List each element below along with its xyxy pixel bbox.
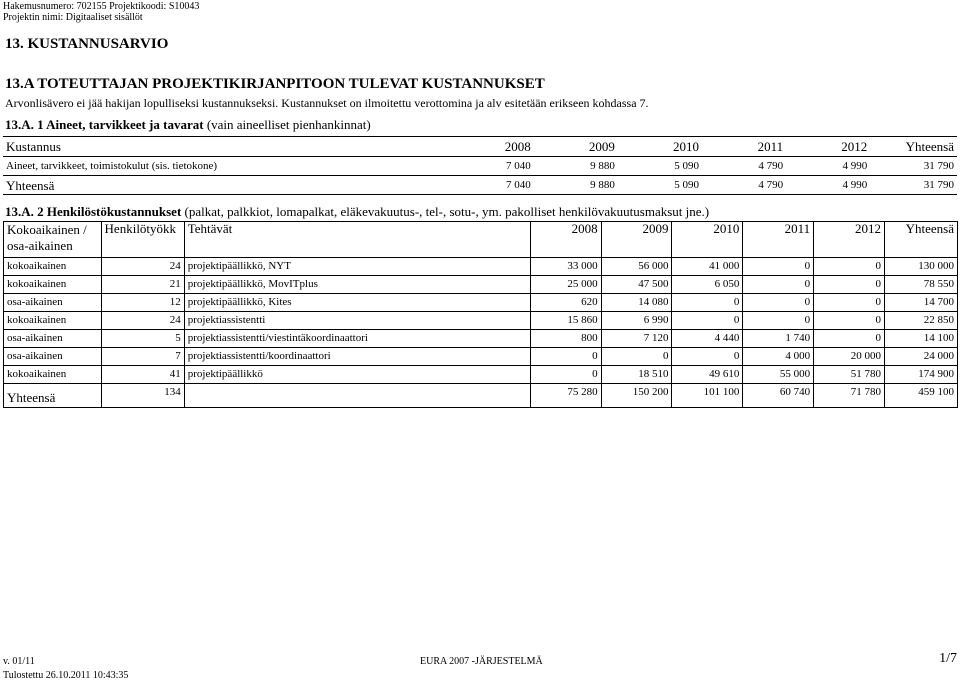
- personnel-title-rest: (palkat, palkkiot, lomapalkat, eläkevakuutus-, tel-, sotu-, ym. pakolliset henkilövakuutusmaksut jne.): [181, 204, 710, 219]
- table-row: [3, 157, 957, 176]
- personnel-cell-employment: osa-aikainen: [4, 330, 102, 348]
- personnel-cell-total: 14 100: [885, 330, 958, 348]
- materials-cell-total: 31 790: [870, 157, 957, 176]
- personnel-cell-2008: 620: [530, 294, 601, 312]
- personnel-cell-tasks: projektiassistentti/koordinaattori: [184, 348, 530, 366]
- materials-total-2008: 7 040: [450, 176, 534, 195]
- materials-table: [3, 136, 957, 195]
- personnel-cell-tasks: projektipäällikkö: [184, 366, 530, 384]
- personnel-cell-tasks: projektipäällikkö, NYT: [184, 258, 530, 276]
- personnel-cell-person-months: 7: [101, 348, 184, 366]
- materials-total-total: 31 790: [870, 176, 957, 195]
- personnel-cell-2012: 0: [814, 330, 885, 348]
- personnel-cell-2010: 49 610: [672, 366, 743, 384]
- personnel-cell-2010: 4 440: [672, 330, 743, 348]
- personnel-header-total: Yhteensä: [885, 222, 958, 258]
- personnel-cell-2009: 14 080: [601, 294, 672, 312]
- materials-cell-2011: 4 790: [702, 157, 786, 176]
- personnel-cell-person-months: 24: [101, 312, 184, 330]
- personnel-cell-2012: 0: [814, 258, 885, 276]
- materials-header-2008: 2008: [450, 137, 534, 157]
- personnel-cell-2011: 0: [743, 258, 814, 276]
- table-row: [4, 348, 958, 366]
- personnel-cell-employment: kokoaikainen: [4, 312, 102, 330]
- personnel-cell-2008: 0: [530, 366, 601, 384]
- personnel-cell-2012: 0: [814, 312, 885, 330]
- table-row: [4, 312, 958, 330]
- subsection-title: 13.A TOTEUTTAJAN PROJEKTIKIRJANPITOON TULEVAT KUSTANNUKSET: [5, 76, 545, 92]
- table-row: [4, 258, 958, 276]
- personnel-cell-employment: kokoaikainen: [4, 258, 102, 276]
- personnel-cell-2011: 4 000: [743, 348, 814, 366]
- personnel-cell-2010: 0: [672, 348, 743, 366]
- footer-system: EURA 2007 -JÄRJESTELMÄ: [420, 656, 543, 667]
- personnel-header-tasks: Tehtävät: [184, 222, 530, 258]
- personnel-cell-2009: 7 120: [601, 330, 672, 348]
- personnel-header-2009: 2009: [601, 222, 672, 258]
- personnel-cell-2011: 55 000: [743, 366, 814, 384]
- table-row: [4, 276, 958, 294]
- personnel-cell-person-months: 24: [101, 258, 184, 276]
- personnel-cell-2012: 20 000: [814, 348, 885, 366]
- personnel-cell-employment: osa-aikainen: [4, 294, 102, 312]
- personnel-cell-2008: 15 860: [530, 312, 601, 330]
- personnel-cell-tasks: projektipäällikkö, Kites: [184, 294, 530, 312]
- personnel-total-total: 459 100: [885, 384, 958, 408]
- materials-header-2010: 2010: [618, 137, 702, 157]
- personnel-cell-2011: 0: [743, 312, 814, 330]
- personnel-cell-tasks: projektiassistentti: [184, 312, 530, 330]
- materials-header-total: Yhteensä: [870, 137, 957, 157]
- personnel-cell-2011: 0: [743, 294, 814, 312]
- materials-header-2011: 2011: [702, 137, 786, 157]
- section-title: 13. KUSTANNUSARVIO: [5, 36, 169, 52]
- personnel-header-2012: 2012: [814, 222, 885, 258]
- personnel-cell-2012: 51 780: [814, 366, 885, 384]
- table-row: [4, 294, 958, 312]
- personnel-cell-2011: 0: [743, 276, 814, 294]
- personnel-total-label: Yhteensä: [4, 384, 102, 408]
- personnel-cell-total: 174 900: [885, 366, 958, 384]
- personnel-cell-2009: 6 990: [601, 312, 672, 330]
- personnel-cell-total: 24 000: [885, 348, 958, 366]
- materials-header-2009: 2009: [534, 137, 618, 157]
- personnel-cell-tasks: projektiassistentti/viestintäkoordinaattori: [184, 330, 530, 348]
- personnel-cell-person-months: 5: [101, 330, 184, 348]
- table-row: [4, 330, 958, 348]
- personnel-header-employment: Kokoaikainen / osa-aikainen: [4, 222, 102, 258]
- personnel-total-2012: 71 780: [814, 384, 885, 408]
- materials-total-2010: 5 090: [618, 176, 702, 195]
- personnel-cell-total: 14 700: [885, 294, 958, 312]
- personnel-cell-total: 130 000: [885, 258, 958, 276]
- personnel-cell-2008: 25 000: [530, 276, 601, 294]
- personnel-cell-2008: 33 000: [530, 258, 601, 276]
- personnel-total-2008: 75 280: [530, 384, 601, 408]
- personnel-cell-employment: osa-aikainen: [4, 348, 102, 366]
- personnel-table: [3, 221, 958, 408]
- materials-header-2012: 2012: [786, 137, 870, 157]
- personnel-cell-2008: 0: [530, 348, 601, 366]
- materials-title-bold: 13.A. 1 Aineet, tarvikkeet ja tavarat: [5, 117, 204, 132]
- personnel-total-row: [4, 384, 958, 408]
- materials-total-row: [3, 176, 957, 195]
- personnel-cell-employment: kokoaikainen: [4, 276, 102, 294]
- personnel-cell-2010: 41 000: [672, 258, 743, 276]
- personnel-cell-2012: 0: [814, 294, 885, 312]
- personnel-cell-2012: 0: [814, 276, 885, 294]
- footer-version: v. 01/11: [3, 656, 35, 667]
- personnel-cell-2009: 18 510: [601, 366, 672, 384]
- materials-cell-2008: 7 040: [450, 157, 534, 176]
- materials-cell-cost: Aineet, tarvikkeet, toimistokulut (sis. tietokone): [3, 157, 450, 176]
- header-application-number: Hakemusnumero: 702155 Projektikoodi: S10043: [3, 1, 200, 12]
- materials-title: [5, 117, 371, 133]
- personnel-total-tasks: [184, 384, 530, 408]
- materials-title-rest: (vain aineelliset pienhankinnat): [203, 117, 371, 132]
- personnel-cell-tasks: projektipäällikkö, MovITplus: [184, 276, 530, 294]
- personnel-total-2009: 150 200: [601, 384, 672, 408]
- personnel-cell-person-months: 21: [101, 276, 184, 294]
- materials-total-2009: 9 880: [534, 176, 618, 195]
- personnel-total-2010: 101 100: [672, 384, 743, 408]
- materials-total-2011: 4 790: [702, 176, 786, 195]
- materials-header-cost: Kustannus: [3, 137, 450, 157]
- personnel-cell-2008: 800: [530, 330, 601, 348]
- personnel-cell-person-months: 41: [101, 366, 184, 384]
- personnel-title: [5, 204, 709, 220]
- personnel-cell-2009: 47 500: [601, 276, 672, 294]
- personnel-title-bold: 13.A. 2 Henkilöstökustannukset: [5, 204, 182, 219]
- header-project-name: Projektin nimi: Digitaaliset sisällöt: [3, 12, 143, 23]
- table-row: [4, 366, 958, 384]
- personnel-header-row: [4, 222, 958, 258]
- materials-header-row: [3, 137, 957, 157]
- personnel-header-2008: 2008: [530, 222, 601, 258]
- personnel-cell-2009: 56 000: [601, 258, 672, 276]
- footer-printed-timestamp: Tulostettu 26.10.2011 10:43:35: [3, 670, 129, 681]
- materials-cell-2010: 5 090: [618, 157, 702, 176]
- personnel-cell-2010: 6 050: [672, 276, 743, 294]
- vat-note: Arvonlisävero ei jää hakijan lopulliseksi kustannukseksi. Kustannukset on ilmoitettu verottomina ja alv esitetään erikseen kohdassa 7.: [5, 96, 649, 110]
- materials-cell-2012: 4 990: [786, 157, 870, 176]
- personnel-cell-total: 22 850: [885, 312, 958, 330]
- materials-total-2012: 4 990: [786, 176, 870, 195]
- personnel-total-2011: 60 740: [743, 384, 814, 408]
- personnel-cell-2009: 0: [601, 348, 672, 366]
- footer-page-number: 1/7: [939, 651, 957, 666]
- materials-cell-2009: 9 880: [534, 157, 618, 176]
- personnel-cell-2010: 0: [672, 312, 743, 330]
- personnel-cell-person-months: 12: [101, 294, 184, 312]
- personnel-total-person-months: 134: [101, 384, 184, 408]
- personnel-cell-employment: kokoaikainen: [4, 366, 102, 384]
- personnel-cell-total: 78 550: [885, 276, 958, 294]
- personnel-header-2010: 2010: [672, 222, 743, 258]
- personnel-header-person-months: Henkilötyökk: [101, 222, 184, 258]
- materials-total-label: Yhteensä: [3, 176, 450, 195]
- personnel-cell-2011: 1 740: [743, 330, 814, 348]
- personnel-header-2011: 2011: [743, 222, 814, 258]
- personnel-cell-2010: 0: [672, 294, 743, 312]
